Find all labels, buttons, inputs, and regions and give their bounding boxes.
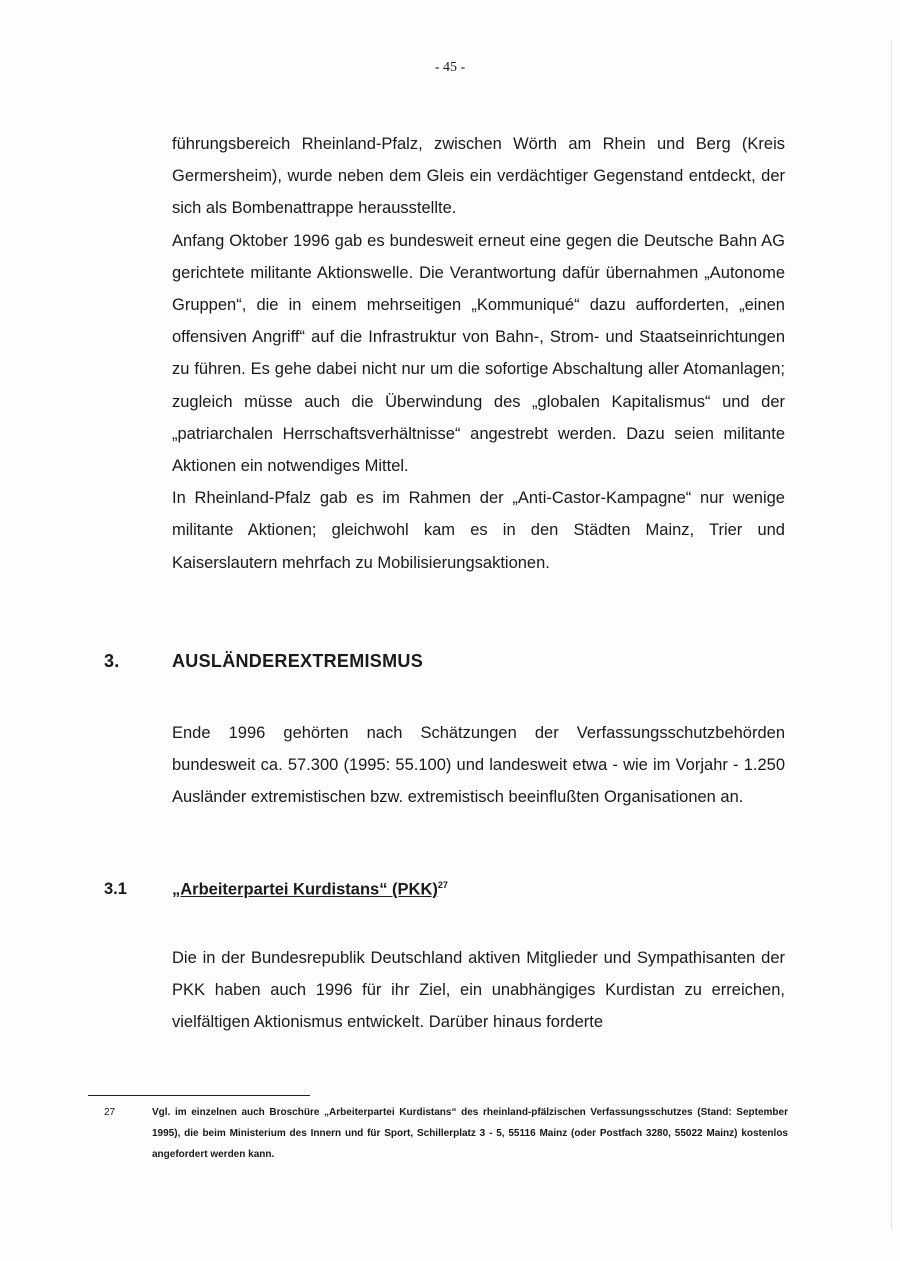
section-number: 3. xyxy=(104,651,120,671)
intro-text xyxy=(172,128,785,579)
scan-edge xyxy=(891,40,892,1230)
footnote-reference: 27 xyxy=(437,880,448,890)
footnote-text: Vgl. im einzelnen auch Broschüre „Arbeiterpartei Kurdistans“ des rheinland-pfälzischen Verfassungsschutzes (Stand: September 1995), die beim Ministerium des Innern und für Sport, Schillerplatz 3 - 5, 55116 Mainz (oder Postfach 3280, 55022 Mainz) kostenlos angefordert werden kann. xyxy=(152,1107,788,1160)
section-title: AUSLÄNDEREXTREMISMUS xyxy=(172,651,424,671)
subsection-title: „Arbeiterpartei Kurdistans“ (PKK)$^{27}$ xyxy=(172,880,448,899)
paragraph: Die in der Bundesrepublik Deutschland aktiven Mitglieder und Sympathisanten der PKK haben auch 1996 für ihr Ziel, ein unabhängiges Kurdistan zu erreichen, vielfältigen Aktionismus entwickelt. Darüber hinaus forderte xyxy=(172,949,785,1032)
footnote-divider xyxy=(88,1095,310,1096)
subsection-number: 3.1 xyxy=(104,880,127,898)
page-number: - 45 - xyxy=(434,60,466,75)
paragraph: führungsbereich Rheinland-Pfalz, zwischen Wörth am Rhein und Berg (Kreis Germersheim), wurde neben dem Gleis ein verdächtiger Gegenstand entdeckt, der sich als Bombenattrappe herausstellte. xyxy=(172,135,785,218)
section-text xyxy=(172,717,785,814)
paragraph: Anfang Oktober 1996 gab es bundesweit erneut eine gegen die Deutsche Bahn AG gerichtete militante Aktionswelle. Die Verantwortung dafür übernahmen „Autonome Gruppen“, die in einem mehrseitigen „Kommuniqué“ dazu aufforderten, „einen offensiven Angriff“ auf die Infrastruktur von Bahn-, Strom- und Staatseinrichtungen zu führen. Es gehe dabei nicht nur um die sofortige Abschaltung aller Atomanlagen; zugleich müsse auch die Überwindung des „globalen Kapitalismus“ und der „patriarchalen Herrschaftsverhältnisse“ angestrebt werden. Dazu seien militante Aktionen ein notwendiges Mittel. xyxy=(172,231,785,476)
paragraph: In Rheinland-Pfalz gab es im Rahmen der „Anti-Castor-Kampagne“ nur wenige militante Aktionen; gleichwohl kam es in den Städten Mainz, Trier und Kaiserslautern mehrfach zu Mobilisierungsaktionen. xyxy=(172,489,785,572)
subsection-text xyxy=(172,942,785,1039)
paragraph: Ende 1996 gehörten nach Schätzungen der Verfassungsschutzbehörden bundesweit ca. 57.300 (1995: 55.100) und landesweit etwa - wie im Vorjahr - 1.250 Ausländer extremistischen bzw. extremistisch beeinflußten Organisationen an. xyxy=(172,724,785,807)
footnote-number: 27 xyxy=(104,1107,116,1118)
